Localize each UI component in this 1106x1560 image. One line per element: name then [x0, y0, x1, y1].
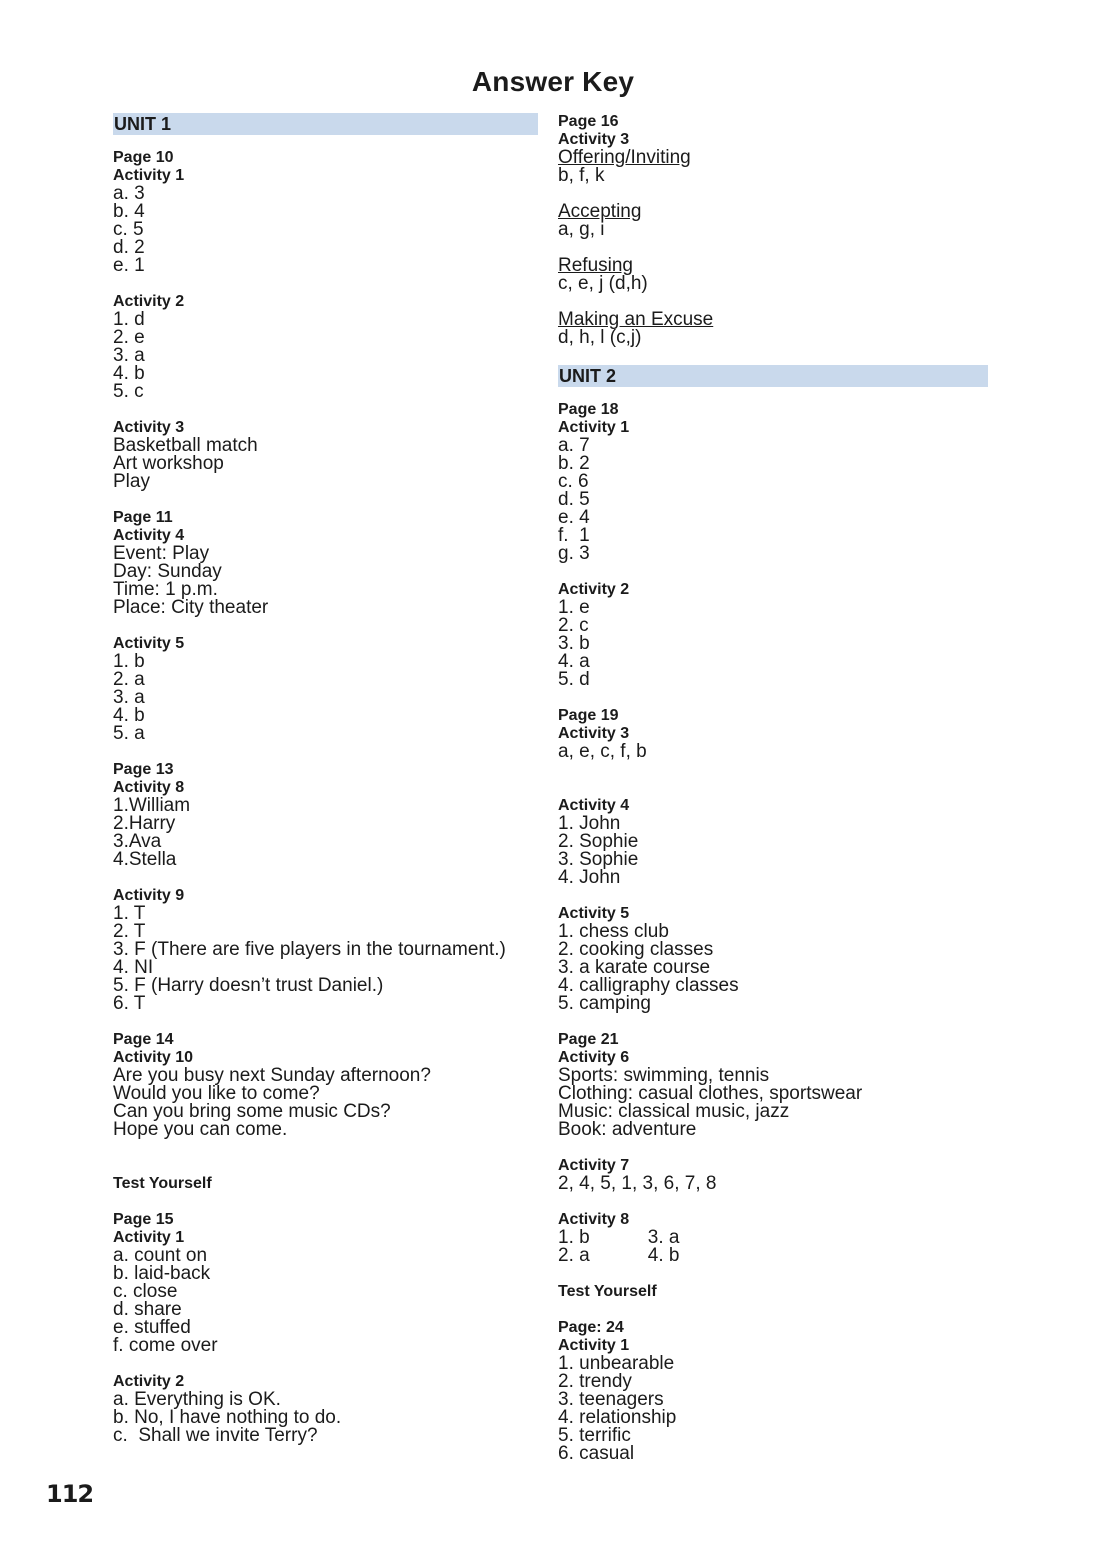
test-yourself-block	[558, 1283, 988, 1301]
answer-line: f. 1	[558, 525, 590, 546]
answer-line: Time: 1 p.m.	[113, 579, 218, 600]
answer-line: 2. c	[558, 615, 589, 636]
answer-line: Music: classical music, jazz	[558, 1101, 790, 1122]
page-24-block	[558, 1319, 988, 1463]
answer-line: 4.Stella	[113, 849, 177, 870]
unit-2-header: UNIT 2	[558, 365, 988, 387]
activity-label: Activity 2	[113, 293, 185, 310]
page-16-block	[558, 113, 988, 185]
answer-line: Event: Play	[113, 543, 210, 564]
answer-line: a. count on	[113, 1245, 208, 1266]
category-heading: Making an Excuse	[558, 309, 714, 330]
activity-9-block	[113, 887, 538, 1013]
answer-line: c, e, j (d,h)	[558, 273, 648, 294]
answer-line: 4. John	[558, 867, 621, 888]
answer-line: b. laid-back	[113, 1263, 211, 1284]
activity-label: Activity 1	[558, 419, 630, 436]
refusing-block	[558, 257, 988, 293]
activity-label: Activity 8	[113, 779, 185, 796]
answer-line: d. 5	[558, 489, 590, 510]
page-label: Page 18	[558, 401, 619, 418]
answer-line: 2. cooking classes	[558, 939, 714, 960]
answer-line: b. 2	[558, 453, 590, 474]
page-21-block	[558, 1031, 988, 1139]
answer-line: c. Shall we invite Terry?	[113, 1425, 318, 1446]
answer-line: 1.William	[113, 795, 191, 816]
test-yourself-heading: Test Yourself	[558, 1283, 657, 1300]
category-heading: Offering/Inviting	[558, 147, 691, 168]
answer-line: 2. Sophie	[558, 831, 639, 852]
answer-line: 4. NI	[113, 957, 154, 978]
answer-line: c. 6	[558, 471, 589, 492]
activity-label: Activity 3	[113, 419, 185, 436]
answer-line: 4. b	[113, 705, 145, 726]
activity-label: Activity 1	[113, 167, 185, 184]
activity-8-block	[558, 1211, 988, 1265]
activity-4-block	[558, 797, 988, 887]
page-number: 112	[46, 1480, 94, 1508]
answer-line: 1. d	[113, 309, 145, 330]
activity-label: Activity 5	[113, 635, 185, 652]
answer-line: a, e, c, f, b	[558, 741, 647, 762]
answer-line: Would you like to come?	[113, 1083, 320, 1104]
activity-label: Activity 6	[558, 1049, 630, 1066]
answer-line: 1. chess club	[558, 921, 669, 942]
answer-line: 4. a	[558, 651, 590, 672]
answer-line: a. 3	[113, 183, 145, 204]
answer-line: 5. a	[113, 723, 145, 744]
page-14-block	[113, 1031, 538, 1139]
page-label: Page 14	[113, 1031, 174, 1048]
answer-line: 6. T	[113, 993, 146, 1014]
activity-label: Activity 2	[113, 1373, 185, 1390]
answer-line: 1. unbearable	[558, 1353, 675, 1374]
activity-label: Activity 4	[558, 797, 630, 814]
answer-line: 4. relationship	[558, 1407, 677, 1428]
answer-line: e. 1	[113, 255, 145, 276]
spacer	[558, 347, 988, 365]
answer-line: 1. e	[558, 597, 590, 618]
answer-line: 1. b 3. a	[558, 1227, 680, 1248]
left-column	[113, 113, 538, 1445]
answer-line: Place: City theater	[113, 597, 269, 618]
right-column	[558, 113, 988, 1463]
activity-label: Activity 1	[558, 1337, 630, 1354]
answer-line: d, h, l (c,j)	[558, 327, 642, 348]
answer-line: d. share	[113, 1299, 182, 1320]
test-yourself-heading: Test Yourself	[113, 1175, 212, 1192]
page-label: Page 16	[558, 113, 619, 130]
answer-line: 2, 4, 5, 1, 3, 6, 7, 8	[558, 1173, 717, 1194]
answer-line: 3. a	[113, 345, 145, 366]
page-19-block	[558, 707, 988, 761]
page-18-block	[558, 401, 988, 563]
answer-line: 3. F (There are five players in the tournament.)	[113, 939, 506, 960]
answer-line: a. 7	[558, 435, 590, 456]
activity-2-block	[558, 581, 988, 689]
answer-line: 2. a 4. b	[558, 1245, 680, 1266]
answer-line: 2.Harry	[113, 813, 176, 834]
activity-label: Activity 5	[558, 905, 630, 922]
answer-line: e. 4	[558, 507, 590, 528]
page-label: Page 15	[113, 1211, 174, 1228]
answer-line: e. stuffed	[113, 1317, 191, 1338]
unit-1-header: UNIT 1	[113, 113, 538, 135]
test-yourself-block	[113, 1175, 538, 1193]
activity-label: Activity 3	[558, 725, 630, 742]
activity-label: Activity 3	[558, 131, 630, 148]
answer-line: Clothing: casual clothes, sportswear	[558, 1083, 863, 1104]
page-label: Page 19	[558, 707, 619, 724]
category-heading: Refusing	[558, 255, 633, 276]
activity-label: Activity 10	[113, 1049, 194, 1066]
answer-line: 6. casual	[558, 1443, 635, 1464]
answer-line: b, f, k	[558, 165, 605, 186]
activity-label: Activity 4	[113, 527, 185, 544]
making-an-excuse-block	[558, 311, 988, 347]
activity-label: Activity 1	[113, 1229, 185, 1246]
answer-line: 3. Sophie	[558, 849, 639, 870]
activity-label: Activity 8	[558, 1211, 630, 1228]
activity-label: Activity 9	[113, 887, 185, 904]
page-10-block	[113, 149, 538, 275]
test-activity-2-block	[113, 1373, 538, 1445]
page-label: Page 21	[558, 1031, 619, 1048]
page-label: Page 11	[113, 509, 173, 526]
answer-line: b. 4	[113, 201, 145, 222]
answer-line: 5. c	[113, 381, 144, 402]
answer-line: Play	[113, 471, 150, 492]
page-label: Page: 24	[558, 1319, 624, 1336]
answer-line: Are you busy next Sunday afternoon?	[113, 1065, 431, 1086]
answer-line: d. 2	[113, 237, 145, 258]
activity-label: Activity 2	[558, 581, 630, 598]
answer-line: 4. calligraphy classes	[558, 975, 739, 996]
answer-line: 4. b	[113, 363, 145, 384]
answer-line: 5. terrific	[558, 1425, 631, 1446]
activity-7-block	[558, 1157, 988, 1193]
page-label: Page 13	[113, 761, 174, 778]
accepting-block	[558, 203, 988, 239]
answer-line: Sports: swimming, tennis	[558, 1065, 770, 1086]
answer-line: 2. a	[113, 669, 145, 690]
answer-line: 3. b	[558, 633, 590, 654]
answer-line: a. Everything is OK.	[113, 1389, 281, 1410]
answer-line: c. 5	[113, 219, 144, 240]
answer-line: Day: Sunday	[113, 561, 222, 582]
page-11-block	[113, 509, 538, 617]
answer-line: 2. T	[113, 921, 146, 942]
answer-line: 3. a karate course	[558, 957, 711, 978]
answer-line: 1. T	[113, 903, 146, 924]
category-heading: Accepting	[558, 201, 642, 222]
answer-line: b. No, I have nothing to do.	[113, 1407, 342, 1428]
answer-line: c. close	[113, 1281, 178, 1302]
answer-line: 1. John	[558, 813, 621, 834]
answer-line: 1. b	[113, 651, 145, 672]
answer-line: g. 3	[558, 543, 590, 564]
activity-5-block	[113, 635, 538, 743]
answer-line: a, g, i	[558, 219, 605, 240]
answer-line: 3. a	[113, 687, 145, 708]
answer-line: 5. camping	[558, 993, 651, 1014]
answer-line: Basketball match	[113, 435, 258, 456]
answer-line: 3. teenagers	[558, 1389, 664, 1410]
answer-line: 2. e	[113, 327, 145, 348]
activity-label: Activity 7	[558, 1157, 630, 1174]
answer-line: Hope you can come.	[113, 1119, 288, 1140]
answer-line: 3.Ava	[113, 831, 162, 852]
answer-line: Art workshop	[113, 453, 224, 474]
answer-line: 5. d	[558, 669, 590, 690]
page-label: Page 10	[113, 149, 174, 166]
answer-line: Can you bring some music CDs?	[113, 1101, 391, 1122]
answer-line: Book: adventure	[558, 1119, 697, 1140]
answer-line: f. come over	[113, 1335, 218, 1356]
page-13-block	[113, 761, 538, 869]
answer-line: 2. trendy	[558, 1371, 632, 1392]
activity-5-block	[558, 905, 988, 1013]
activity-3-block	[113, 419, 538, 491]
page-title: Answer Key	[471, 66, 635, 97]
activity-2-block	[113, 293, 538, 401]
page-15-block	[113, 1211, 538, 1355]
answer-line: 5. F (Harry doesn’t trust Daniel.)	[113, 975, 384, 996]
